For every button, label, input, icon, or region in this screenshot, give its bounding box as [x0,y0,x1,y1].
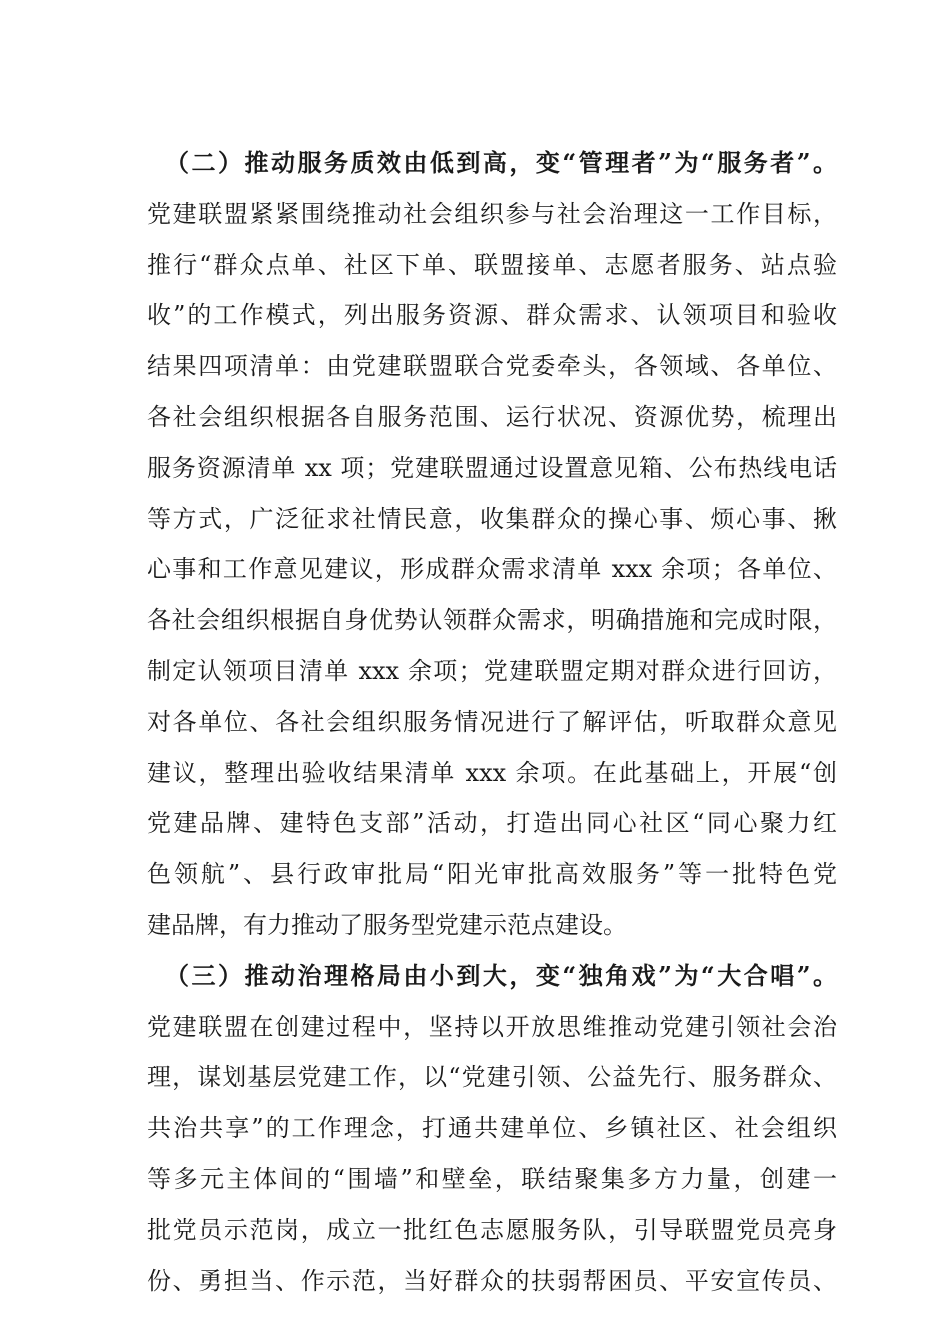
paragraph-line: 收”的工作模式，列出服务资源、群众需求、认领项目和验收 [147,301,837,330]
paragraph-line: 等多元主体间的“围墙”和壁垒，联结聚集多方力量，创建一 [147,1164,837,1193]
paragraph-line: 各社会组织根据自身优势认领群众需求，明确措施和完成时限， [147,606,837,635]
paragraph-line: 对各单位、各社会组织服务情况进行了解评估，听取群众意见 [147,707,837,736]
paragraph-line: 理，谋划基层党建工作，以“党建引领、公益先行、服务群众、 [147,1063,837,1092]
paragraph-line: 制定认领项目清单 xxx 余项；党建联盟定期对群众进行回访， [147,656,837,685]
paragraph-line: 批党员示范岗，成立一批红色志愿服务队，引导联盟党员亮身 [147,1215,837,1244]
paragraph-line: 党建联盟在创建过程中，坚持以开放思维推动党建引领社会治 [147,1012,837,1041]
paragraph-line: 推行“群众点单、社区下单、联盟接单、志愿者服务、站点验 [147,250,837,279]
paragraph-line: 建品牌，有力推动了服务型党建示范点建设。 [147,910,627,939]
section-heading-2: （二）推动服务质效由低到高，变“管理者”为“服务者”。 [165,148,837,177]
paragraph-line: 各社会组织根据各自服务范围、运行状况、资源优势，梳理出 [147,402,837,431]
paragraph-line: 等方式，广泛征求社情民意，收集群众的操心事、烦心事、揪 [147,504,837,533]
paragraph-line: 党建品牌、建特色支部”活动，打造出同心社区“同心聚力红 [147,809,837,838]
paragraph-line: 心事和工作意见建议，形成群众需求清单 xxx 余项；各单位、 [147,555,837,584]
paragraph-line: 建议，整理出验收结果清单 xxx 余项。在此基础上，开展“创 [147,758,837,787]
paragraph-line: 份、勇担当、作示范，当好群众的扶弱帮困员、平安宣传员、 [147,1266,837,1295]
paragraph-line: 色领航”、县行政审批局“阳光审批高效服务”等一批特色党 [147,860,837,889]
body-text [147,138,847,1306]
section-heading-3: （三）推动治理格局由小到大，变“独角戏”为“大合唱”。 [165,960,837,990]
paragraph-line: 党建联盟紧紧围绕推动社会组织参与社会治理这一工作目标， [147,199,837,228]
paragraph-line: 结果四项清单：由党建联盟联合党委牵头，各领域、各单位、 [147,352,837,381]
paragraph-line: 共治共享”的工作理念，打通共建单位、乡镇社区、社会组织 [147,1114,837,1143]
paragraph-line: 服务资源清单 xx 项；党建联盟通过设置意见箱、公布热线电话 [147,453,837,482]
